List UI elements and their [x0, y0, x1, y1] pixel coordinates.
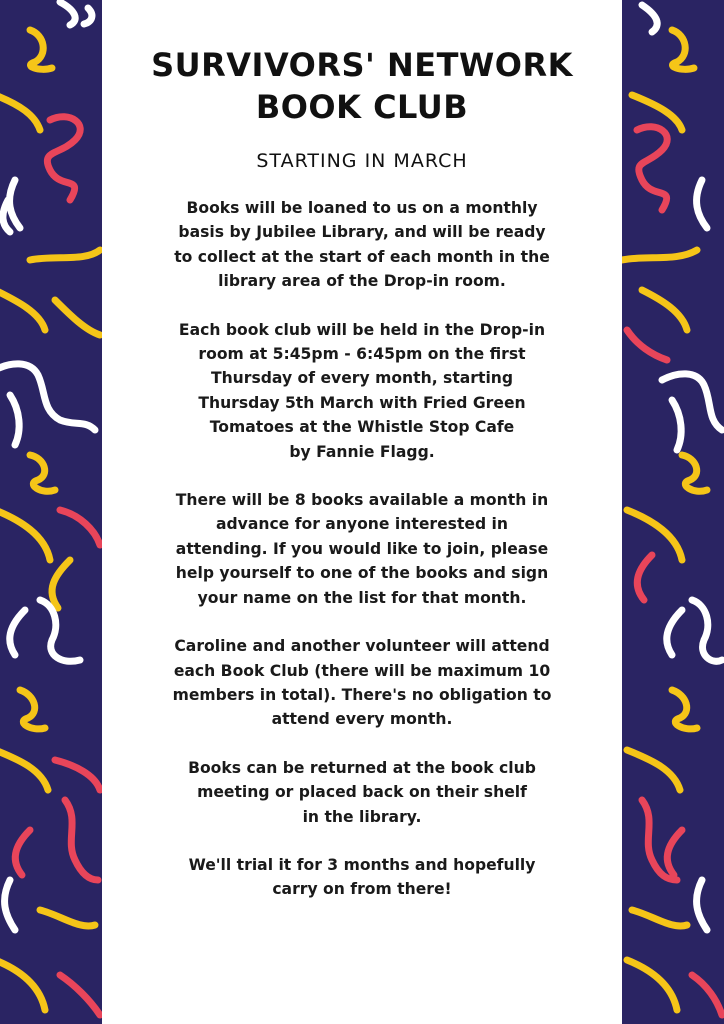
text-line: library area of the Drop-in room. [218, 272, 506, 291]
left-decorative-border [0, 0, 102, 1024]
text-line: advance for anyone interested in [215, 515, 509, 534]
text-line: members in total). There's no obligation to [172, 685, 552, 704]
paragraph-schedule [102, 318, 622, 464]
paragraph-availability [102, 488, 622, 610]
text-line: carry on from there! [272, 880, 452, 899]
text-line: Caroline and another volunteer will attend [174, 637, 550, 656]
paragraph-attendance [102, 634, 622, 732]
text-line: Thursday of every month, starting [210, 369, 514, 388]
text-line: by Fannie Flagg. [289, 442, 435, 461]
title-line-2: BOOK CLUB [255, 88, 469, 126]
flyer-subtitle: STARTING IN MARCH [256, 150, 468, 172]
flyer-title [102, 44, 622, 128]
title-line-1: SURVIVORS' NETWORK [151, 46, 573, 84]
text-line: your name on the list for that month. [197, 588, 527, 607]
text-line: each Book Club (there will be maximum 10 [173, 661, 551, 680]
squiggle-pattern-right [622, 0, 724, 1024]
text-line: attend every month. [271, 710, 453, 729]
squiggle-pattern-left [0, 0, 102, 1024]
text-line: basis by Jubilee Library, and will be ready [178, 223, 546, 242]
paragraph-trial [102, 853, 622, 902]
paragraph-returns [102, 756, 622, 829]
text-line: Each book club will be held in the Drop-in [178, 320, 546, 339]
text-line: Books will be loaned to us on a monthly [186, 199, 538, 217]
paragraph-loan-info [102, 196, 622, 294]
text-line: Tomatoes at the Whistle Stop Cafe [209, 418, 515, 437]
text-line: We'll trial it for 3 months and hopefully [188, 855, 536, 874]
text-line: attending. If you would like to join, please [175, 539, 549, 558]
flyer-content [102, 0, 622, 1024]
text-line: Books can be returned at the book club [188, 758, 536, 777]
text-line: to collect at the start of each month in the [174, 247, 550, 266]
text-line: Thursday 5th March with Fried Green [198, 393, 526, 412]
text-line: in the library. [302, 807, 422, 826]
text-line: room at 5:45pm - 6:45pm on the first [198, 345, 526, 364]
text-line: meeting or placed back on their shelf [197, 783, 527, 802]
right-decorative-border [622, 0, 724, 1024]
text-line: There will be 8 books available a month in [175, 491, 549, 510]
text-line: help yourself to one of the books and sign [175, 564, 549, 583]
